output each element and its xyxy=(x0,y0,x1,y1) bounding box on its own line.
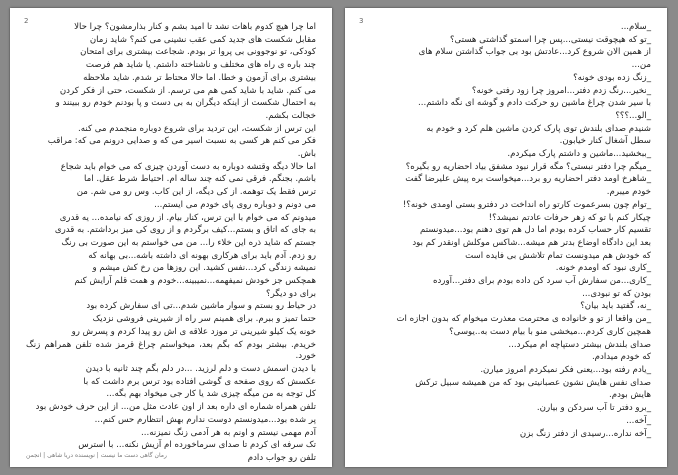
page-left xyxy=(10,8,332,467)
text-line: سطل آشغال کنار خیابون. xyxy=(559,136,651,147)
text-line: به جای که اتاق و بستم...کیف برگردم و از روی کی میز برداشتم. به قدری xyxy=(54,225,316,236)
text-line: باش. xyxy=(297,149,316,160)
text-line: می دونم و دوباره روی پای خودم می ایستم... xyxy=(154,199,316,210)
text-line: از همین الان شروع کرد...عادتش بود بی جواب گذاشتن سلام های xyxy=(418,47,651,58)
text-line: _ببخشید...ماشین و داشتم پارک میکردم. xyxy=(507,149,651,160)
text-line: هایش بودم. xyxy=(609,390,651,401)
text-line: صدای نفس هایش نشون عصبانیتی بود که من همیشه سبیل ترکش xyxy=(415,377,651,388)
text-line: _نخیر...رنگ زدم دفتر...امروز چرا زود رفتی خونه؟ xyxy=(471,85,651,96)
text-line: _میگم چرا دفتر نبستی؟ مگه قرار نبود مشفق بیاد احضاریه رو بگیره؟ xyxy=(405,161,651,172)
page-number: 2 xyxy=(24,17,29,25)
text-line: _یادم رفته بود...یعنی فکر نمیکردم امروز میارن. xyxy=(480,364,651,375)
text-line: _من واقعا از تو و خانواده ی محترمت معذرت میخوام که بدون اجازه ات xyxy=(396,314,651,325)
text-line: پر شده بود...میدونستم دوست ندارم بهش انتظارم حس کنم... xyxy=(94,414,316,425)
text-line: تلفن رو جواب دادم xyxy=(247,452,316,463)
text-line: شنیدم صدای بلندش توی پارک کردن ماشین هلم کرد و خودم به xyxy=(426,123,651,134)
text-line: خریدم. بیشتر بودم که بگم بعد، میخواستم چراغ قرمز شده تلفن همراهم زنگ خورد. xyxy=(26,339,316,362)
text-line: باشم. بجنگم. فرقی نمی کنه چند ساله ام. احتیاط شرط عقل. اما xyxy=(84,174,316,185)
text-line: که خودش هم میدونست تمام تلاشش بی فایده است xyxy=(465,250,651,261)
page-right xyxy=(345,8,667,467)
text-line: برای دو دیگر؟ xyxy=(266,288,316,299)
text-line: _سلام... xyxy=(620,22,651,32)
text-line: تلفن همراه شماره ای داره بعد از اون عادت مثل من... از این حرف خودش بود xyxy=(35,402,316,413)
text-line: چند باره ی راه های مختلف و ناشناخته داشتم. یا شاید هم فرصت xyxy=(85,60,316,71)
text-line: فکر می کنم هر کسی به نسبت اسیر می که و صدایی درونم می که: مراقب xyxy=(47,136,316,147)
text-line: با سیر شدن چراغ ماشین رو حرکت دادم و گوشه ای نگه داشتم... xyxy=(418,98,651,109)
text-line: _آخه نداره...رسیدی از دفتر زنگ بزن xyxy=(519,428,651,439)
page-number: 3 xyxy=(359,17,364,25)
text-line: همچکس جز خودش نمیفهمه...نمیبینه...خودم و همت قلم آرایش کنم xyxy=(74,276,316,287)
text-line: میدونم که می خوام با این ترس، کنار بیام. از روزی که نیامده... یه قدری xyxy=(59,212,316,223)
text-line: بیشتری برای آزمون و خطا. اما حالا محتاط تر شدم. شاید ملاحظه xyxy=(83,72,316,83)
text-line: عکسش که روی صفحه ی گوشی افتاده بود ترس برم داشت که با xyxy=(83,376,316,387)
text-line: _توام چون بسرعموت کارتو راه انداخت در دفترو بستی اومدی خونه؟! xyxy=(402,199,651,210)
text-line: _زنگ زده بودی خونه؟ xyxy=(573,72,651,83)
text-line: _تو که هیچوقت نیستی...پس چرا اسمتو گذاشتی هستی؟ xyxy=(449,34,651,45)
text-line: نمیشه زندگی کرد...نفس کشید. این روزها من رخ کش میشم و xyxy=(92,263,316,274)
text-line: کودکی، تو نوجوونی بی پروا تر بودم. شجاعت بیشتری برای امتحان xyxy=(80,47,316,58)
text-line: رو زدم. آدم باید برای هرکاری بهونه ای داشته باشه...بی بهانه که xyxy=(88,250,316,261)
text-line: آدم مهمی نیستم و اونم به هر آدمی زنگ نمیزنه... xyxy=(141,427,316,438)
text-line: به احتمال شکست از اینکه دیگران به بی دست و پا بودنم خودم رو ببینند و xyxy=(55,98,316,109)
text-line: _الو...؟؟؟ xyxy=(615,110,651,121)
text-line: حتما تمیز و ببرم. برای همینم سر راه از شیرینی فروشی نزدیک xyxy=(92,314,316,325)
text-line: خونه یک کیلو شیرینی تر موزد علاقه ی اش رو پیدا کردم و پسرش رو xyxy=(71,326,316,337)
text-line: همچین کاری کردم...میخشی منو با بیام دست به..یوسی؟ xyxy=(449,326,651,337)
text-line: در حیاط رو بستم و سوار ماشین شدم...تی ای سفارش کرده بود xyxy=(86,301,316,312)
page-footer: رمان گاهی دست ما نیست | نویسنده دریا شاهی | انجمن xyxy=(26,452,167,459)
text-line: می کنم. شاید با شاید کمی هم می ترسم. از شکست، حتی از فکر کردن xyxy=(59,85,316,96)
text-line: خجالت بکشم. xyxy=(265,110,316,121)
text-line: _کاری...من سفارش آب سرد کن داده بودم برای دفتر...آورده xyxy=(432,276,651,287)
text-line: _کاری نبود که اومدم خونه. xyxy=(555,263,651,274)
text-line: تک سرفه ای کردم تا صدای سرماخورده ام آزیش نکنه... با استرس xyxy=(78,440,316,451)
text-line: _آخه... xyxy=(626,415,651,426)
text-line: صدای بلندش بیشتر دستپاچه ام میکرد... xyxy=(508,339,651,350)
page-text xyxy=(361,22,651,440)
text-line: _برو دفتر تا آب سردکن و بیارن. xyxy=(536,403,651,414)
text-line: مقابل شکست های جدید کمی عقب نشینی می کنم؟ شاید زمان xyxy=(89,34,316,45)
text-line: اما چرا هیچ کدوم باهات نشد تا امید بشم و کنار بذارمشون؟ چرا حالا xyxy=(74,22,316,32)
page-text xyxy=(26,22,316,465)
text-line: بعد این دادگاه اوضاع بدتر هم میشه...شاکس موکلش اونقدر کم بود xyxy=(412,237,651,248)
text-line: اما حالا دیگه وقتشه دوباره به دست آوردن چیزی که می خوام باید شجاع xyxy=(60,161,316,172)
text-line: تقسیم کار حساب کرده بودم اما دل هم توی دهنم بود...میدونستم xyxy=(420,225,651,236)
text-line: که خودم میدادم. xyxy=(591,352,651,363)
text-line: با دیدن اسمش دست و دلم لرزید. ...در دلم بگم چند ثانیه با دیدن xyxy=(85,363,316,374)
text-line: بودن که تو نبودی... xyxy=(582,288,651,299)
text-line: من... xyxy=(631,60,651,71)
text-line: خودم میبرم. xyxy=(606,187,651,198)
text-line: _شاهرخ اومد دفتر احضاریه رو برد...میخواست بره پیش علیرضا گفت xyxy=(405,174,651,185)
text-line: چیکار کنم با تو که زهر حرفات عادتم نمیشد؟! xyxy=(488,212,651,223)
text-line: این ترس از شکست، این تردید برای شروع دوباره منجمدم می کنه. xyxy=(78,123,316,134)
text-line: کل توجه به من میگه چیزی شد یا کار جی میخواد بهم بگه... xyxy=(106,389,316,400)
text-line: جستم که شاید ذره این خلاء را... من می خواستم به این صورت بی رنگ xyxy=(61,237,316,248)
text-line: ترس فقط یک توهمه. از کی دیگه، از این کاب. وس رو می شم. من xyxy=(76,187,316,198)
text-line: _نه، گفتید باید بیان؟ xyxy=(580,301,651,312)
